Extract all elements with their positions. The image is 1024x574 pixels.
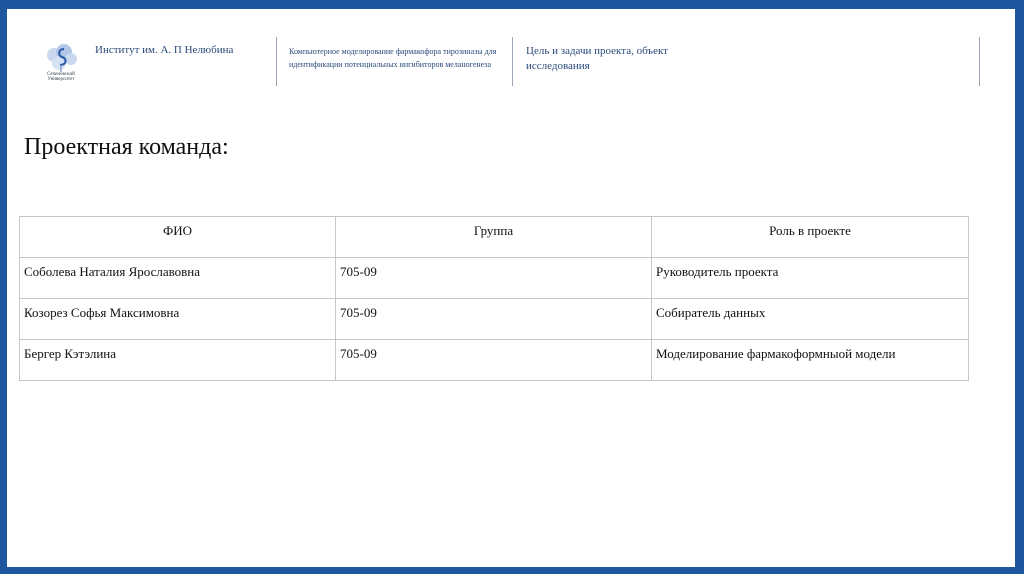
header-divider <box>276 37 277 86</box>
column-header-name: ФИО <box>20 217 336 258</box>
header-divider <box>979 37 980 86</box>
cell-role: Руководитель проекта <box>652 258 969 299</box>
cell-role: Собиратель данных <box>652 299 969 340</box>
page-title: Проектная команда: <box>24 134 229 160</box>
cell-name: Козорез Софья Максимовна <box>20 299 336 340</box>
cell-group: 705-09 <box>336 258 652 299</box>
team-table <box>19 216 969 381</box>
section-title: Цель и задачи проекта, объект исследования <box>526 45 668 72</box>
table-row <box>20 299 969 340</box>
column-header-role: Роль в проекте <box>652 217 969 258</box>
cell-group: 705-09 <box>336 299 652 340</box>
header-divider <box>512 37 513 86</box>
cell-name: Соболева Наталия Ярославовна <box>20 258 336 299</box>
cell-group: 705-09 <box>336 340 652 381</box>
institute-name: Институт им. А. П Нелюбина <box>95 44 234 56</box>
table-header-row <box>20 217 969 258</box>
logo-caption: Сеченовский Университет <box>47 72 75 82</box>
table-row <box>20 340 969 381</box>
project-topic: Компьютерное моделирование фармакофора тирозиназы для идентификации потенциальных ингибиторов меланогенеза <box>289 47 497 69</box>
cell-role: Моделирование фармакоформныой модели <box>652 340 969 381</box>
column-header-group: Группа <box>336 217 652 258</box>
table-row <box>20 258 969 299</box>
cell-name: Бергер Кэтэлина <box>20 340 336 381</box>
